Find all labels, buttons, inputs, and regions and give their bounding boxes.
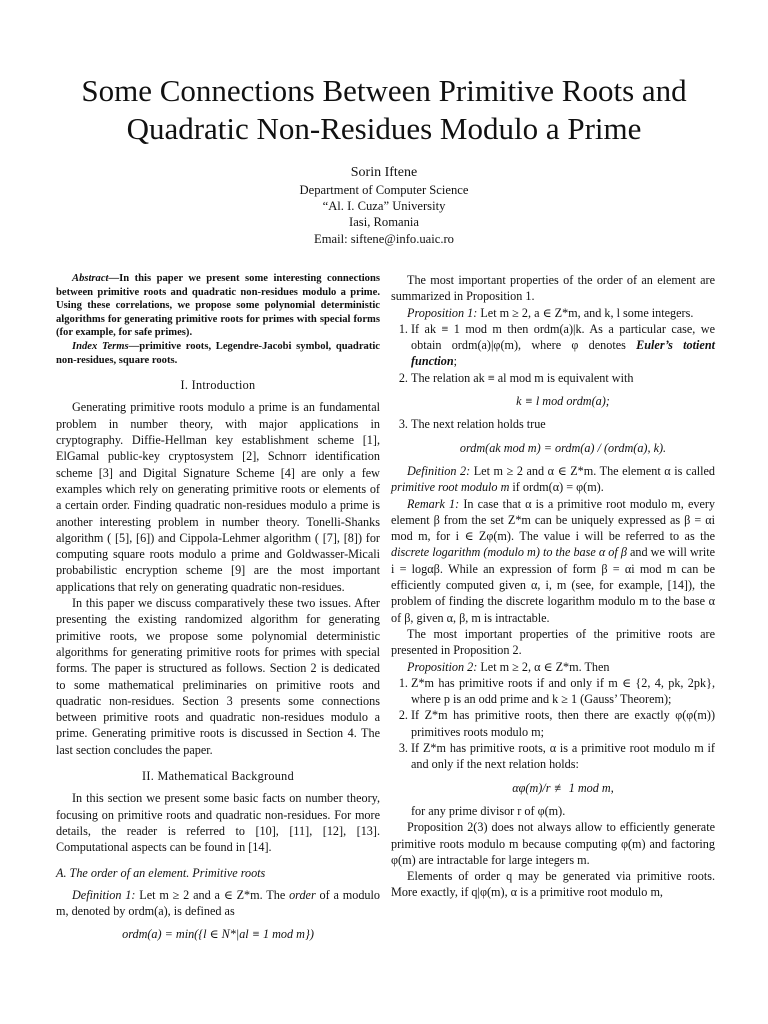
definition-2-text-a: Let m ≥ 2 and α ∈ Z*m. The element α is called [473, 463, 716, 478]
left-column [56, 272, 380, 950]
prop1-item2-text: The relation ak ≡ al mod m is equivalent with [411, 370, 634, 385]
proposition-2-item-3 [411, 740, 715, 819]
order-properties-intro: The most important properties of the order of an element are summarized in Proposition 1. [391, 273, 715, 304]
subsection-heading-order: A. The order of an element. Primitive roots [56, 866, 266, 881]
paper-title: Some Connections Between Primitive Roots and Quadratic Non-Residues Modulo a Prime [81, 73, 687, 146]
affiliation-city: Iasi, Romania [349, 215, 419, 230]
proposition-2 [391, 659, 715, 675]
remark-1-term: discrete logarithm (modulo m) to the base α of β [391, 545, 627, 560]
euler-totient-term: Euler’s totient function [411, 338, 715, 369]
proposition-2-tail: for any prime divisor r of φ(m). [411, 803, 566, 818]
remark-1-text-b: and we will write i = logαβ. While an expression of form β = αi mod m can be efficiently computed given α, i, m (see, for example, [14]), the problem of finding the discrete logarithm modulo m to the base α of β, given α, β, m is intractable. [391, 545, 716, 625]
primitive-roots-intro: The most important properties of the primitive roots are presented in Proposition 2. [391, 626, 715, 658]
definition-1-equation: ordm(a) = min({l ∈ N*|al ≡ 1 mod m}) [122, 927, 314, 942]
index-terms-lead: Index Terms [72, 340, 129, 352]
abstract [56, 272, 380, 340]
index-terms [56, 340, 380, 367]
definition-2-lead: Definition 2: [407, 463, 471, 478]
index-terms-body: —primitive roots, Legendre-Jacobi symbol, quadratic non-residues, square roots. [56, 340, 380, 366]
abstract-lead: Abstract [72, 273, 109, 284]
remark-1-lead: Remark 1: [407, 496, 460, 511]
remark-1-text-a: In case that α is a primitive root modulo m, every element β from the set Z*m can be uniquely expressed as β = αi mod m, for i ∈ Zφ(m). The value i will be referred to as the [391, 496, 716, 544]
proposition-2-item-2: 2. If Z*m has primitive roots, then there are exactly φ(φ(m)) primitives roots modulo m; [411, 707, 715, 740]
definition-2 [391, 463, 715, 496]
proposition-1-item-2 [411, 370, 715, 410]
proposition-2-item-1: 1. Z*m has primitive roots if and only if m ∈ {2, 4, pk, 2pk}, where p is an odd prime and k ≥ 1 (Gauss’ Theorem); [411, 675, 715, 708]
affiliation-department: Department of Computer Science [299, 183, 469, 197]
affiliation-university: “Al. I. Cuza” University [322, 199, 446, 214]
proposition-2-lead: Proposition 2: [407, 659, 478, 674]
definition-2-term: primitive root modulo m [391, 480, 510, 495]
definition-1-text-b: of a modulo m, denoted by ordm(a), is defined as [56, 887, 381, 919]
proposition-2-text: Let m ≥ 2, α ∈ Z*m. Then [480, 659, 610, 674]
definition-1 [56, 887, 380, 920]
paragraph-elements-of-order: Elements of order q may be generated via primitive roots. More exactly, if q|φ(m), α is a primitive root modulo m, [391, 869, 715, 900]
definition-1-text-a: Let m ≥ 2 and a ∈ Z*m. The [139, 887, 290, 902]
author-name: Sorin Iftene [350, 165, 418, 180]
paragraph-computing-phi: Proposition 2(3) does not always allow to efficiently generate primitive roots modulo m because computing φ(m) and factoring φ(m) are intractable for large integers m. [391, 820, 715, 867]
section-heading-introduction: I. Introduction [180, 378, 256, 393]
proposition-1-item-3 [411, 416, 715, 456]
prop1-item1-text: If ak ≡ 1 mod m then ordm(a)|k. As a particular case, we obtain ordm(a)|φ(m), where φ denotes [411, 321, 715, 353]
proposition-2-list [391, 675, 715, 819]
proposition-1-text: Let m ≥ 2, a ∈ Z*m, and k, l some integers. [480, 305, 694, 320]
right-column [391, 272, 715, 901]
intro-paragraph-1: Generating primitive roots modulo a prime is an fundamental problem in number theory, with major applications in cryptography. Diffie-Hellman key establishment scheme [1], ElGamal public-key cryptosystem [2], Schnorr identification scheme [3] and Digital Signature Scheme [4] are only a few examples which rely on generating primitive roots or elements of a certain order. Finding quadratic non-residues modulo a prime is another interesting problem in number theory. Tonelli-Shanks algorithm ( [5], [6]) and Cippola-Lehmer algorithm ( [7], [8]) for computing square roots modulo a prime and Goldwasser-Micali probabilistic encryption scheme [9] are the most important applications that rely on generating quadratic non-residues. [56, 400, 380, 594]
author-block [184, 164, 584, 247]
proposition-1-list [391, 321, 715, 456]
background-paragraph: In this section we present some basic facts on number theory, focusing on primitive roots and quadratic non-residues. For more details, the reader is referred to [10], [11], [12], [13]. Computational aspects can be found in [14]. [56, 791, 380, 855]
intro-paragraph-2: In this paper we discuss comparatively these two issues. After presenting the existing randomized algorithm for generating primitive roots, we propose some polynomial deterministic algorithms for generating primitive roots for primes with special forms. The paper is structured as follows. Section 2 is dedicated to some mathematical preliminaries on primitive roots and quadratic non-residues. Section 3 presents some connections between primitive roots and quadratic non-residues modulo a prime. Generating primitive roots is discussed in Section 4. The last section concludes the paper. [56, 596, 380, 757]
section-heading-background: II. Mathematical Background [142, 768, 294, 783]
prop1-item3-text: The next relation holds true [411, 417, 546, 432]
prop2-item3-text: If Z*m has primitive roots, α is a primitive root modulo m if and only if the next relation holds: [411, 741, 715, 772]
prop1-item1-end: ; [453, 354, 458, 369]
definition-2-text-b: if ordm(α) = φ(m). [509, 480, 604, 495]
definition-1-term: order [289, 887, 316, 902]
proposition-1-lead: Proposition 1: [407, 305, 478, 320]
proposition-1 [391, 305, 715, 321]
abstract-body: —In this paper we present some interesting connections between primitive roots and quadratic non-residues modulo a prime. Using these correlations, we propose some polynomial deterministic algorithms for generating primitive roots for primes with special forms (for example, for safe primes). [56, 273, 380, 339]
proposition-2-equation: αφ(m)/r ≢ 1 mod m, [512, 780, 614, 795]
proposition-1-equation-3: ordm(ak mod m) = ordm(a) / (ordm(a), k). [459, 440, 667, 455]
affiliation-email: Email: siftene@info.uaic.ro [314, 231, 454, 246]
proposition-1-equation-2: k ≡ l mod ordm(a); [516, 394, 610, 409]
proposition-1-item-1 [411, 321, 715, 370]
remark-1 [391, 496, 715, 626]
definition-1-lead: Definition 1: [72, 887, 136, 902]
